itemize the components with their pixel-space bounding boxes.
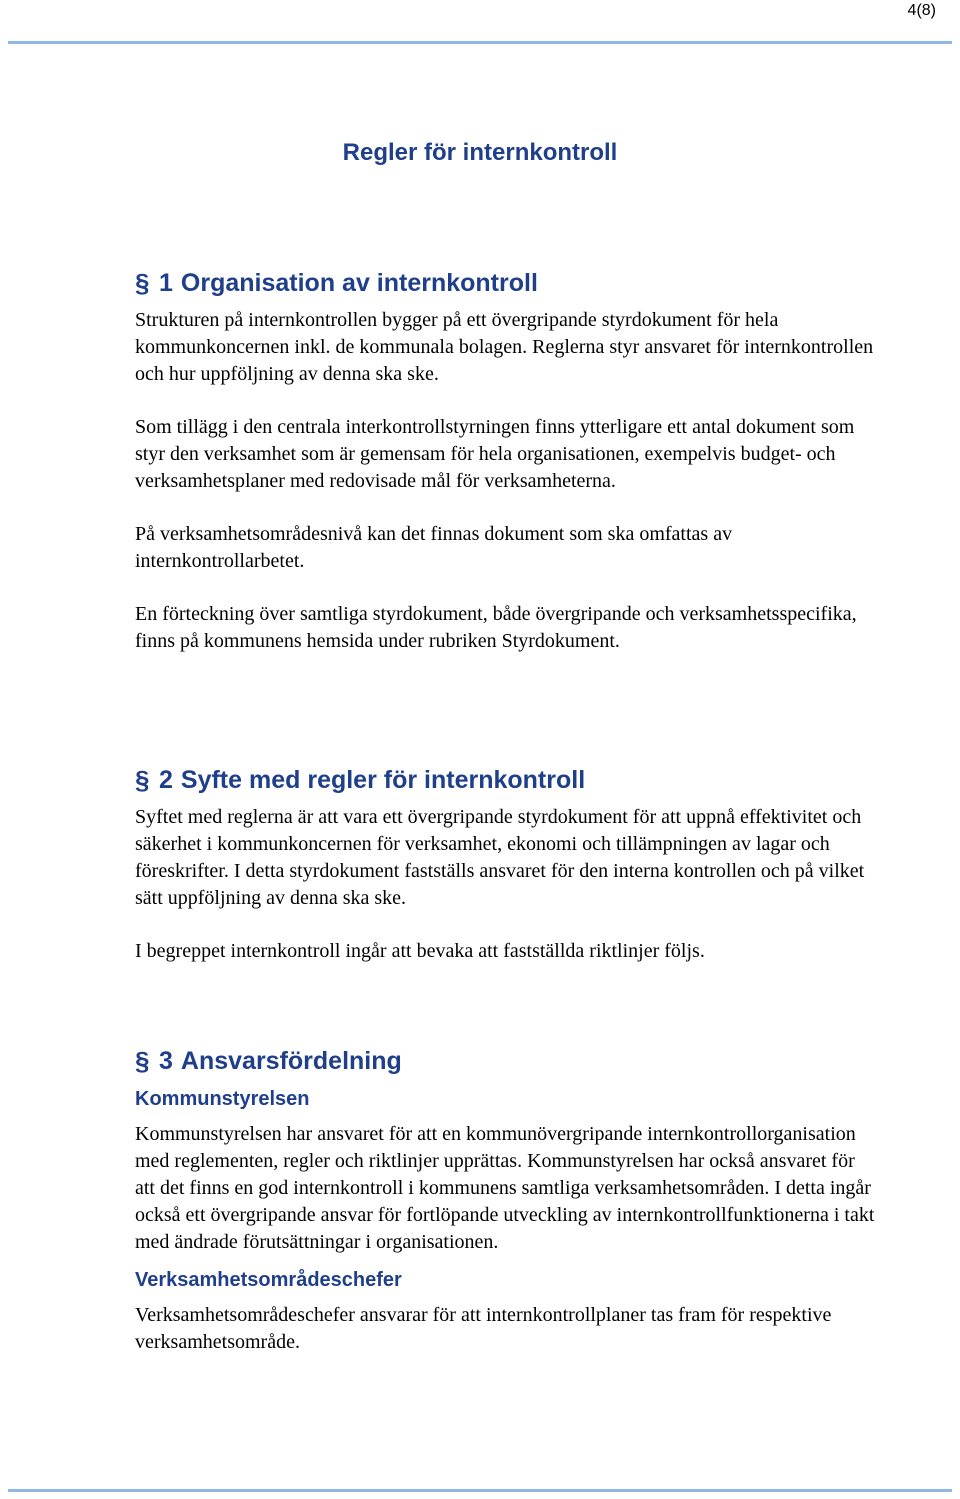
footer-rule (8, 1489, 952, 1492)
section-1 (135, 265, 875, 655)
subsection-title: Kommunstyrelsen (135, 1088, 310, 1110)
paragraph: En förteckning över samtliga styrdokument, både övergripande och verksamhetsspecifika, finns på kommunens hemsida under rubriken Styrdokument. (135, 603, 857, 652)
section-title: Ansvarsfördelning (180, 1047, 402, 1075)
paragraph: Som tillägg i den centrala interkontrollstyrningen finns ytterligare ett antal dokument som styr den verksamhet som är gemensam för hela organisationen, exempelvis budget- och verksamhetsplaner med redovisade mål för verksamheterna. (135, 416, 855, 492)
section-heading (135, 265, 875, 301)
section-number: 2 (159, 766, 173, 794)
header-rule (8, 41, 952, 44)
section-title: Syfte med regler för internkontroll (180, 766, 586, 794)
paragraph: På verksamhetsområdesnivå kan det finnas dokument som ska omfattas av internkontrollarbetet. (135, 523, 733, 572)
document-title: Regler för internkontroll (342, 139, 618, 166)
section-number: 1 (159, 269, 173, 297)
paragraph: I begreppet internkontroll ingår att bevaka att fastställda riktlinjer följs. (135, 940, 705, 962)
page-number: 4(8) (907, 2, 936, 19)
section-sign-icon: § (135, 765, 150, 795)
section-number: 3 (159, 1047, 173, 1075)
paragraph: Syftet med reglerna är att vara ett övergripande styrdokument för att uppnå effektivitet och säkerhet i kommunkoncernen för verksamhet, ekonomi och tillämpningen av lagar och föreskrifter. I detta styrdokument fastställs ansvaret för den interna kontrollen och på vilket sätt uppföljning av denna ska ske. (135, 806, 865, 909)
section-2 (135, 762, 875, 991)
section-3 (135, 1043, 875, 1382)
section-heading (135, 1043, 875, 1079)
section-sign-icon: § (135, 1046, 150, 1076)
paragraph: Strukturen på internkontrollen bygger på ett övergripande styrdokument för hela kommunkoncernen inkl. de kommunala bolagen. Reglerna styr ansvaret för internkontrollen och hur uppföljning av denna ska ske. (135, 309, 874, 385)
document-body (135, 265, 875, 1353)
paragraph: Kommunstyrelsen har ansvaret för att en kommunövergripande internkontrollorganisation med reglementen, regler och riktlinjer upprättas. Kommunstyrelsen har också ansvaret för att det finns en god internkontroll i kommunens samtliga verksamhetsområden. I detta ingår också ett övergripande ansvar för fortlöpande utveckling av internkontrollfunktionerna i takt med ändrade förutsättningar i organisationen. (135, 1123, 875, 1253)
section-sign-icon: § (135, 268, 150, 298)
paragraph: Verksamhetsområdeschefer ansvarar för att internkontrollplaner tas fram för respektive verksamhetsområde. (135, 1304, 832, 1353)
subsection-title: Verksamhetsområdeschefer (135, 1269, 402, 1291)
section-title: Organisation av internkontroll (180, 269, 538, 297)
section-heading (135, 762, 875, 798)
